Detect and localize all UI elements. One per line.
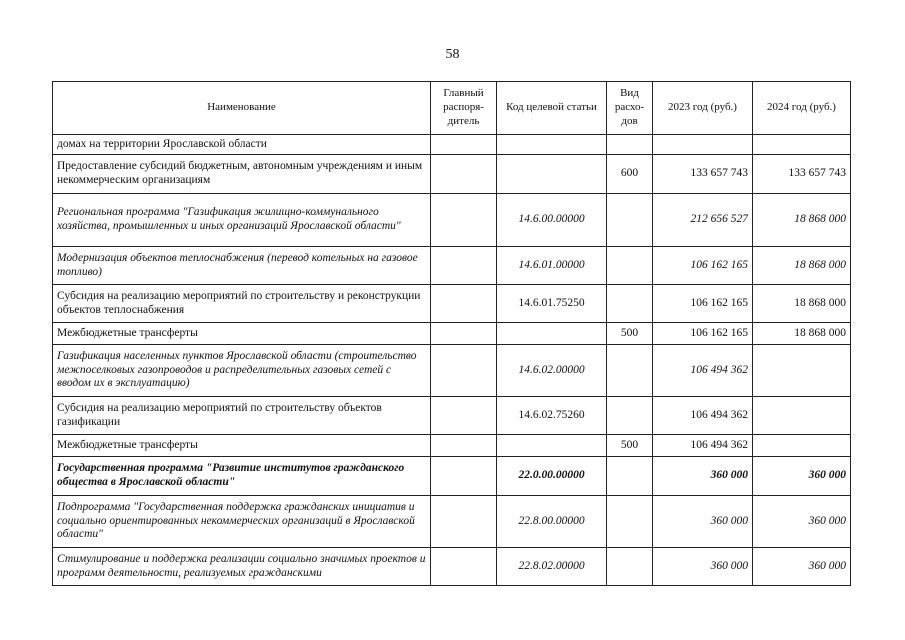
row-2024: 360 000: [753, 457, 851, 496]
header-2024: 2024 год (руб.): [753, 82, 851, 135]
row-2024: 18 868 000: [753, 285, 851, 323]
row-code: 22.8.00.00000: [497, 496, 607, 548]
table-row: [53, 397, 851, 435]
row-type: [607, 135, 653, 155]
row-2024: [753, 135, 851, 155]
row-type: [607, 397, 653, 435]
row-type: [607, 285, 653, 323]
row-name: Государственная программа "Развитие институтов гражданского общества в Ярославской области": [53, 457, 431, 496]
page-number: 58: [445, 47, 460, 62]
budget-table: [52, 81, 851, 586]
row-name: Газификация населенных пунктов Ярославской области (строительство межпоселковых газопроводов и распределительных газовых сетей с вводом их в эксплуатацию): [53, 345, 431, 397]
row-code: 22.0.00.00000: [497, 457, 607, 496]
table-row: [53, 435, 851, 457]
table-row: [53, 194, 851, 247]
row-type: [607, 247, 653, 285]
row-code: 14.6.00.00000: [497, 194, 607, 247]
row-type: 500: [607, 435, 653, 457]
row-admin: [431, 155, 497, 194]
row-2024: [753, 397, 851, 435]
row-code: [497, 155, 607, 194]
row-name: Подпрограмма "Государственная поддержка гражданских инициатив и социально ориентированных некоммерческих организаций в Ярославской области": [53, 496, 431, 548]
row-code: [497, 323, 607, 345]
row-type: 500: [607, 323, 653, 345]
row-code: 22.8.02.00000: [497, 548, 607, 586]
row-name: Стимулирование и поддержка реализации социально значимых проектов и программ деятельности, реализуемых гражданскими: [53, 548, 431, 586]
row-name: Субсидия на реализацию мероприятий по строительству объектов газификации: [53, 397, 431, 435]
table-row: [53, 247, 851, 285]
row-admin: [431, 435, 497, 457]
row-2023: 360 000: [653, 496, 753, 548]
row-admin: [431, 194, 497, 247]
row-code: 14.6.01.75250: [497, 285, 607, 323]
row-type: [607, 194, 653, 247]
row-type: [607, 457, 653, 496]
row-type: [607, 345, 653, 397]
header-2023: 2023 год (руб.): [653, 82, 753, 135]
row-2024: 360 000: [753, 496, 851, 548]
row-code: 14.6.01.00000: [497, 247, 607, 285]
row-name: домах на территории Ярославской области: [53, 135, 431, 155]
row-2023: 106 162 165: [653, 247, 753, 285]
row-2023: 360 000: [653, 548, 753, 586]
row-name: Предоставление субсидий бюджетным, автономным учреждениям и иным некоммерческим организациям: [53, 155, 431, 194]
row-2023: 106 162 165: [653, 285, 753, 323]
header-admin: Главный распоря- дитель: [431, 82, 497, 135]
row-2024: 18 868 000: [753, 247, 851, 285]
row-code: [497, 435, 607, 457]
row-2023: 106 494 362: [653, 435, 753, 457]
header-name: Наименование: [53, 82, 431, 135]
row-type: [607, 496, 653, 548]
table-row: [53, 345, 851, 397]
row-admin: [431, 496, 497, 548]
row-2023: 360 000: [653, 457, 753, 496]
row-2023: 133 657 743: [653, 155, 753, 194]
row-code: 14.6.02.75260: [497, 397, 607, 435]
row-2023: 106 494 362: [653, 397, 753, 435]
table-row: [53, 496, 851, 548]
table-row: [53, 155, 851, 194]
row-2024: [753, 435, 851, 457]
table-row: [53, 457, 851, 496]
header-code: Код целевой статьи: [497, 82, 607, 135]
row-admin: [431, 285, 497, 323]
row-name: Модернизация объектов теплоснабжения (перевод котельных на газовое топливо): [53, 247, 431, 285]
row-2023: [653, 135, 753, 155]
row-admin: [431, 548, 497, 586]
row-name: Межбюджетные трансферты: [53, 435, 431, 457]
row-name: Региональная программа "Газификация жилищно-коммунального хозяйства, промышленных и иных организаций Ярославской области": [53, 194, 431, 247]
row-admin: [431, 323, 497, 345]
row-code: 14.6.02.00000: [497, 345, 607, 397]
row-admin: [431, 457, 497, 496]
table-row: [53, 548, 851, 586]
row-2023: 106 494 362: [653, 345, 753, 397]
row-name: Субсидия на реализацию мероприятий по строительству и реконструкции объектов теплоснабжения: [53, 285, 431, 323]
table-row: [53, 323, 851, 345]
row-2024: 18 868 000: [753, 194, 851, 247]
row-admin: [431, 397, 497, 435]
row-2023: 106 162 165: [653, 323, 753, 345]
row-name: Межбюджетные трансферты: [53, 323, 431, 345]
row-admin: [431, 135, 497, 155]
row-2024: 133 657 743: [753, 155, 851, 194]
row-type: 600: [607, 155, 653, 194]
row-admin: [431, 345, 497, 397]
row-type: [607, 548, 653, 586]
row-code: [497, 135, 607, 155]
table-row: [53, 285, 851, 323]
row-2024: 360 000: [753, 548, 851, 586]
row-2023: 212 656 527: [653, 194, 753, 247]
row-2024: 18 868 000: [753, 323, 851, 345]
row-admin: [431, 247, 497, 285]
header-type: Вид расхо- дов: [607, 82, 653, 135]
table-row: [53, 135, 851, 155]
row-2024: [753, 345, 851, 397]
table-header-row: [53, 82, 851, 135]
